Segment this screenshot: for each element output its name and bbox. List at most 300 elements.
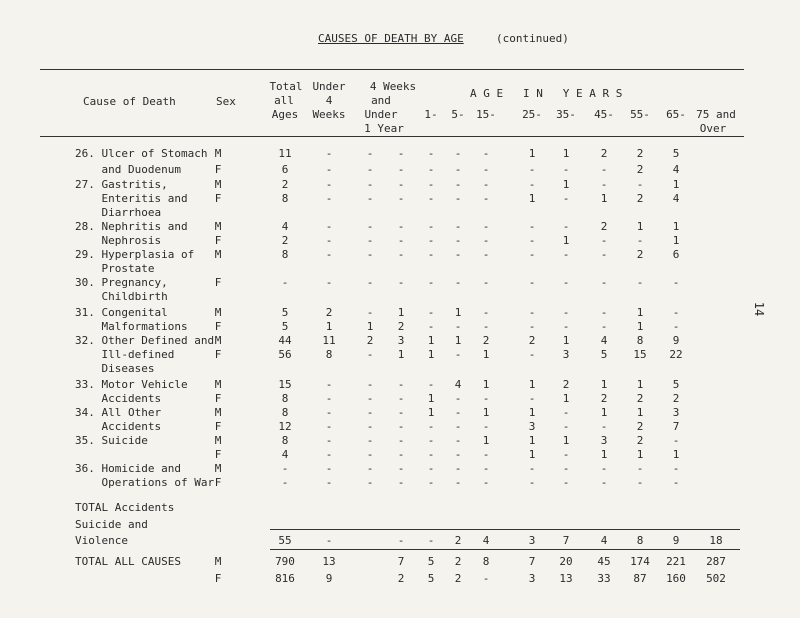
- row-label: Ill-defined: [75, 348, 175, 361]
- row-value: -: [366, 178, 374, 191]
- row-value: -: [427, 306, 435, 319]
- row-sex: M: [214, 248, 222, 261]
- total-all-sex: M: [214, 555, 222, 568]
- total-accidents-value: 7: [562, 534, 570, 547]
- header-bottom-rule: [40, 136, 744, 137]
- header-age-65: 65-: [666, 108, 686, 121]
- row-value: -: [325, 234, 333, 247]
- row-value: -: [281, 476, 289, 489]
- row-value: 2: [366, 334, 374, 347]
- row-value: -: [325, 248, 333, 261]
- row-value: 8: [281, 434, 289, 447]
- row-value: -: [454, 320, 462, 333]
- row-value: -: [427, 192, 435, 205]
- row-value: 1: [600, 378, 608, 391]
- row-value: -: [427, 276, 435, 289]
- row-value: -: [454, 476, 462, 489]
- row-value: -: [562, 248, 570, 261]
- row-value: -: [600, 476, 608, 489]
- row-label: 29. Hyperplasia of: [75, 248, 195, 261]
- row-value: -: [366, 420, 374, 433]
- row-value: 1: [600, 448, 608, 461]
- row-value: 1: [427, 392, 435, 405]
- row-value: -: [672, 434, 680, 447]
- total-all-value: 5: [427, 572, 435, 585]
- header-age-15: 15-: [476, 108, 496, 121]
- row-value: -: [482, 320, 490, 333]
- row-value: -: [528, 220, 536, 233]
- row-value: -: [562, 163, 570, 176]
- row-value: 2: [600, 147, 608, 160]
- header-top-rule: [40, 69, 744, 70]
- row-value: 2: [636, 192, 644, 205]
- row-value: 3: [562, 348, 570, 361]
- total-all-value: 45: [597, 555, 611, 568]
- row-value: -: [454, 434, 462, 447]
- row-value: 2: [562, 378, 570, 391]
- row-value: 2: [281, 178, 289, 191]
- row-value: 6: [281, 163, 289, 176]
- row-value: 2: [600, 220, 608, 233]
- row-value: -: [562, 476, 570, 489]
- row-value: -: [636, 462, 644, 475]
- row-value: -: [482, 462, 490, 475]
- row-value: -: [600, 320, 608, 333]
- row-value: 1: [397, 306, 405, 319]
- row-value: -: [454, 178, 462, 191]
- row-value: 4: [454, 378, 462, 391]
- total-all-value: 3: [528, 572, 536, 585]
- total-all-value: 221: [666, 555, 686, 568]
- row-value: 1: [636, 220, 644, 233]
- row-sex: F: [214, 392, 222, 405]
- row-label: 27. Gastritis,: [75, 178, 168, 191]
- row-value: -: [325, 276, 333, 289]
- row-value: -: [325, 462, 333, 475]
- header-4w-line3: Under: [364, 108, 398, 121]
- row-value: -: [427, 476, 435, 489]
- total-all-value: 816: [275, 572, 295, 585]
- row-value: 2: [672, 392, 680, 405]
- row-value: -: [528, 234, 536, 247]
- row-value: -: [427, 448, 435, 461]
- total-accidents-value: 2: [454, 534, 462, 547]
- row-value: -: [562, 320, 570, 333]
- row-value: 2: [482, 334, 490, 347]
- row-value: -: [397, 192, 405, 205]
- row-value: -: [528, 348, 536, 361]
- row-value: 8: [325, 348, 333, 361]
- row-sex: F: [214, 348, 222, 361]
- row-value: 1: [562, 147, 570, 160]
- row-value: 4: [600, 334, 608, 347]
- row-value: -: [366, 378, 374, 391]
- total-all-value: 2: [454, 555, 462, 568]
- row-value: 2: [636, 392, 644, 405]
- row-value: 1: [528, 434, 536, 447]
- header-under4w-line3: Weeks: [312, 108, 346, 121]
- header-age-55: 55-: [630, 108, 650, 121]
- total-all-value: 8: [482, 555, 490, 568]
- row-label: 34. All Other: [75, 406, 162, 419]
- total-all-value: 20: [559, 555, 573, 568]
- row-value: -: [482, 248, 490, 261]
- row-value: -: [454, 448, 462, 461]
- total-accidents-value: -: [427, 534, 435, 547]
- row-value: -: [366, 163, 374, 176]
- row-sex: M: [214, 220, 222, 233]
- row-sex: F: [214, 276, 222, 289]
- row-value: 5: [281, 306, 289, 319]
- row-value: -: [427, 378, 435, 391]
- total-accidents-value: 8: [636, 534, 644, 547]
- row-value: -: [397, 220, 405, 233]
- total-all-value: 790: [275, 555, 295, 568]
- row-value: -: [454, 248, 462, 261]
- row-value: -: [600, 234, 608, 247]
- row-value: 2: [636, 163, 644, 176]
- row-value: -: [427, 434, 435, 447]
- row-label: Operations of War: [75, 476, 215, 489]
- row-value: 4: [672, 163, 680, 176]
- total-accidents-value: 55: [278, 534, 292, 547]
- row-value: -: [397, 434, 405, 447]
- row-value: 3: [397, 334, 405, 347]
- row-value: 1: [636, 320, 644, 333]
- row-value: 12: [278, 420, 292, 433]
- row-value: 2: [636, 248, 644, 261]
- page-number: 14: [752, 301, 767, 317]
- row-value: 1: [528, 192, 536, 205]
- row-value: 4: [281, 220, 289, 233]
- row-sex: F: [214, 163, 222, 176]
- row-sex: M: [214, 178, 222, 191]
- row-value: -: [325, 163, 333, 176]
- row-value: -: [600, 306, 608, 319]
- row-label: 36. Homicide and: [75, 462, 181, 475]
- row-value: -: [325, 147, 333, 160]
- row-label: 28. Nephritis and: [75, 220, 188, 233]
- row-value: -: [366, 406, 374, 419]
- header-cause-of-death: Cause of Death: [83, 95, 176, 108]
- header-age-in-years: A G E I N Y E A R S: [470, 87, 623, 100]
- row-value: -: [397, 147, 405, 160]
- row-value: -: [325, 378, 333, 391]
- row-value: 56: [278, 348, 292, 361]
- row-value: 5: [600, 348, 608, 361]
- total-accidents-bottom-rule: [270, 549, 740, 550]
- row-value: -: [427, 234, 435, 247]
- header-4w-line4: 1 Year: [364, 122, 404, 135]
- row-value: 1: [427, 406, 435, 419]
- row-value: -: [528, 163, 536, 176]
- row-value: 8: [281, 406, 289, 419]
- total-all-value: 13: [559, 572, 573, 585]
- row-value: -: [427, 178, 435, 191]
- total-all-value: 33: [597, 572, 611, 585]
- row-value: 1: [562, 234, 570, 247]
- row-value: -: [397, 234, 405, 247]
- row-sex: M: [214, 378, 222, 391]
- row-label: 35. Suicide: [75, 434, 148, 447]
- row-value: -: [528, 392, 536, 405]
- row-value: -: [562, 276, 570, 289]
- header-age-25: 25-: [522, 108, 542, 121]
- total-accidents-value: 3: [528, 534, 536, 547]
- total-all-value: 287: [706, 555, 726, 568]
- row-value: -: [427, 462, 435, 475]
- row-value: 9: [672, 334, 680, 347]
- row-value: -: [672, 276, 680, 289]
- row-value: 1: [636, 406, 644, 419]
- row-value: -: [562, 448, 570, 461]
- row-value: -: [397, 406, 405, 419]
- row-value: -: [672, 476, 680, 489]
- row-label: Nephrosis: [75, 234, 162, 247]
- row-value: 1: [672, 220, 680, 233]
- row-value: -: [562, 420, 570, 433]
- row-value: 7: [672, 420, 680, 433]
- row-value: -: [366, 147, 374, 160]
- row-value: -: [281, 462, 289, 475]
- row-value: -: [562, 406, 570, 419]
- row-sex: M: [214, 334, 222, 347]
- row-value: -: [325, 406, 333, 419]
- row-value: -: [528, 178, 536, 191]
- row-sex: F: [214, 320, 222, 333]
- row-value: -: [482, 476, 490, 489]
- row-value: 1: [427, 348, 435, 361]
- row-value: -: [528, 276, 536, 289]
- row-value: 2: [636, 420, 644, 433]
- row-value: -: [366, 348, 374, 361]
- row-value: -: [482, 276, 490, 289]
- row-value: -: [281, 276, 289, 289]
- row-value: -: [397, 448, 405, 461]
- row-value: 5: [281, 320, 289, 333]
- row-value: 1: [427, 334, 435, 347]
- row-label: Diseases: [75, 362, 155, 375]
- row-value: -: [427, 320, 435, 333]
- row-sex: M: [214, 406, 222, 419]
- row-value: -: [454, 276, 462, 289]
- row-value: 1: [366, 320, 374, 333]
- row-value: 1: [562, 178, 570, 191]
- row-value: -: [600, 178, 608, 191]
- total-all-value: -: [482, 572, 490, 585]
- row-value: 1: [600, 192, 608, 205]
- row-value: 11: [322, 334, 336, 347]
- row-value: -: [397, 462, 405, 475]
- row-value: -: [366, 220, 374, 233]
- row-value: 8: [636, 334, 644, 347]
- row-value: -: [636, 178, 644, 191]
- row-value: -: [482, 234, 490, 247]
- header-total-line3: Ages: [271, 108, 299, 121]
- row-value: -: [427, 248, 435, 261]
- row-value: -: [397, 163, 405, 176]
- row-value: 1: [636, 448, 644, 461]
- total-accidents-label-2: Suicide and: [75, 518, 148, 531]
- row-value: -: [600, 462, 608, 475]
- row-value: -: [454, 392, 462, 405]
- row-value: -: [454, 406, 462, 419]
- row-value: -: [397, 178, 405, 191]
- total-all-value: 160: [666, 572, 686, 585]
- total-all-value: 2: [454, 572, 462, 585]
- row-value: -: [366, 234, 374, 247]
- row-label: 33. Motor Vehicle: [75, 378, 188, 391]
- total-all-value: 87: [633, 572, 647, 585]
- row-value: -: [366, 392, 374, 405]
- total-accidents-value: 18: [709, 534, 723, 547]
- row-value: -: [482, 448, 490, 461]
- row-label: 32. Other Defined and: [75, 334, 215, 347]
- row-value: -: [600, 276, 608, 289]
- total-accidents-top-rule: [270, 529, 740, 530]
- header-4w-line2: and: [371, 94, 391, 107]
- row-value: -: [482, 220, 490, 233]
- row-value: 4: [281, 448, 289, 461]
- row-value: 1: [482, 348, 490, 361]
- row-value: 3: [672, 406, 680, 419]
- header-age-1: 1-: [424, 108, 438, 121]
- total-accidents-value: 4: [482, 534, 490, 547]
- row-value: -: [366, 434, 374, 447]
- row-value: 1: [672, 448, 680, 461]
- row-value: 2: [325, 306, 333, 319]
- row-value: 8: [281, 248, 289, 261]
- row-value: -: [454, 234, 462, 247]
- row-value: 2: [397, 320, 405, 333]
- row-value: 5: [672, 378, 680, 391]
- row-value: -: [482, 420, 490, 433]
- row-value: -: [454, 420, 462, 433]
- row-value: 1: [528, 378, 536, 391]
- total-accidents-value: -: [397, 534, 405, 547]
- total-accidents-value: 4: [600, 534, 608, 547]
- row-label: 30. Pregnancy,: [75, 276, 168, 289]
- row-value: 1: [482, 406, 490, 419]
- row-value: -: [397, 276, 405, 289]
- row-value: 15: [633, 348, 647, 361]
- page-title-suffix: (continued): [496, 32, 569, 45]
- row-value: -: [366, 476, 374, 489]
- row-sex: M: [214, 462, 222, 475]
- row-value: -: [325, 476, 333, 489]
- row-value: -: [397, 476, 405, 489]
- header-under4w-line1: Under: [312, 80, 346, 93]
- row-value: -: [325, 192, 333, 205]
- row-value: -: [562, 462, 570, 475]
- row-value: 8: [281, 392, 289, 405]
- row-value: -: [325, 392, 333, 405]
- total-accidents-value: 9: [672, 534, 680, 547]
- row-sex: F: [214, 192, 222, 205]
- row-value: -: [427, 420, 435, 433]
- row-value: -: [366, 276, 374, 289]
- row-value: -: [366, 248, 374, 261]
- row-value: -: [528, 476, 536, 489]
- row-value: -: [366, 462, 374, 475]
- row-value: -: [528, 320, 536, 333]
- header-age-45: 45-: [594, 108, 614, 121]
- row-value: -: [562, 306, 570, 319]
- total-all-value: 174: [630, 555, 650, 568]
- row-sex: M: [214, 147, 222, 160]
- row-label: Childbirth: [75, 290, 168, 303]
- row-value: -: [427, 220, 435, 233]
- row-value: 2: [281, 234, 289, 247]
- row-value: 1: [325, 320, 333, 333]
- row-sex: F: [214, 448, 222, 461]
- row-value: -: [482, 192, 490, 205]
- row-value: -: [482, 163, 490, 176]
- row-value: -: [562, 192, 570, 205]
- row-value: 1: [562, 434, 570, 447]
- row-label: Accidents: [75, 392, 162, 405]
- total-all-value: 2: [397, 572, 405, 585]
- row-value: -: [366, 448, 374, 461]
- row-value: 1: [482, 378, 490, 391]
- row-value: 11: [278, 147, 292, 160]
- row-value: -: [427, 163, 435, 176]
- header-sex: Sex: [216, 95, 236, 108]
- header-age-75-over: Over: [699, 122, 727, 135]
- header-age-75: 75 and: [696, 108, 736, 121]
- row-value: 3: [528, 420, 536, 433]
- total-accidents-label-1: TOTAL Accidents: [75, 501, 175, 514]
- row-value: -: [528, 306, 536, 319]
- row-label: 31. Congenital: [75, 306, 168, 319]
- row-value: 3: [600, 434, 608, 447]
- row-value: 1: [672, 234, 680, 247]
- row-value: 1: [454, 306, 462, 319]
- row-value: -: [482, 178, 490, 191]
- row-value: 1: [562, 392, 570, 405]
- total-all-value: 5: [427, 555, 435, 568]
- row-value: -: [454, 462, 462, 475]
- row-value: -: [636, 476, 644, 489]
- header-under4w-line2: 4: [325, 94, 333, 107]
- row-value: -: [672, 462, 680, 475]
- row-value: -: [562, 220, 570, 233]
- row-value: -: [397, 378, 405, 391]
- row-value: 5: [672, 147, 680, 160]
- row-label: Accidents: [75, 420, 162, 433]
- row-value: -: [636, 234, 644, 247]
- row-value: -: [454, 220, 462, 233]
- row-value: -: [528, 248, 536, 261]
- total-all-value: 9: [325, 572, 333, 585]
- row-value: -: [672, 306, 680, 319]
- row-label: Prostate: [75, 262, 155, 275]
- total-all-value: 13: [322, 555, 336, 568]
- row-label: Malformations: [75, 320, 188, 333]
- row-value: -: [600, 248, 608, 261]
- row-value: -: [325, 178, 333, 191]
- row-value: 1: [454, 334, 462, 347]
- header-total-line1: Total: [269, 80, 303, 93]
- row-value: -: [397, 392, 405, 405]
- row-value: 2: [636, 434, 644, 447]
- row-value: -: [454, 163, 462, 176]
- row-value: 1: [482, 434, 490, 447]
- total-all-sex: F: [214, 572, 222, 585]
- row-value: 6: [672, 248, 680, 261]
- row-value: -: [454, 348, 462, 361]
- row-label: Diarrhoea: [75, 206, 162, 219]
